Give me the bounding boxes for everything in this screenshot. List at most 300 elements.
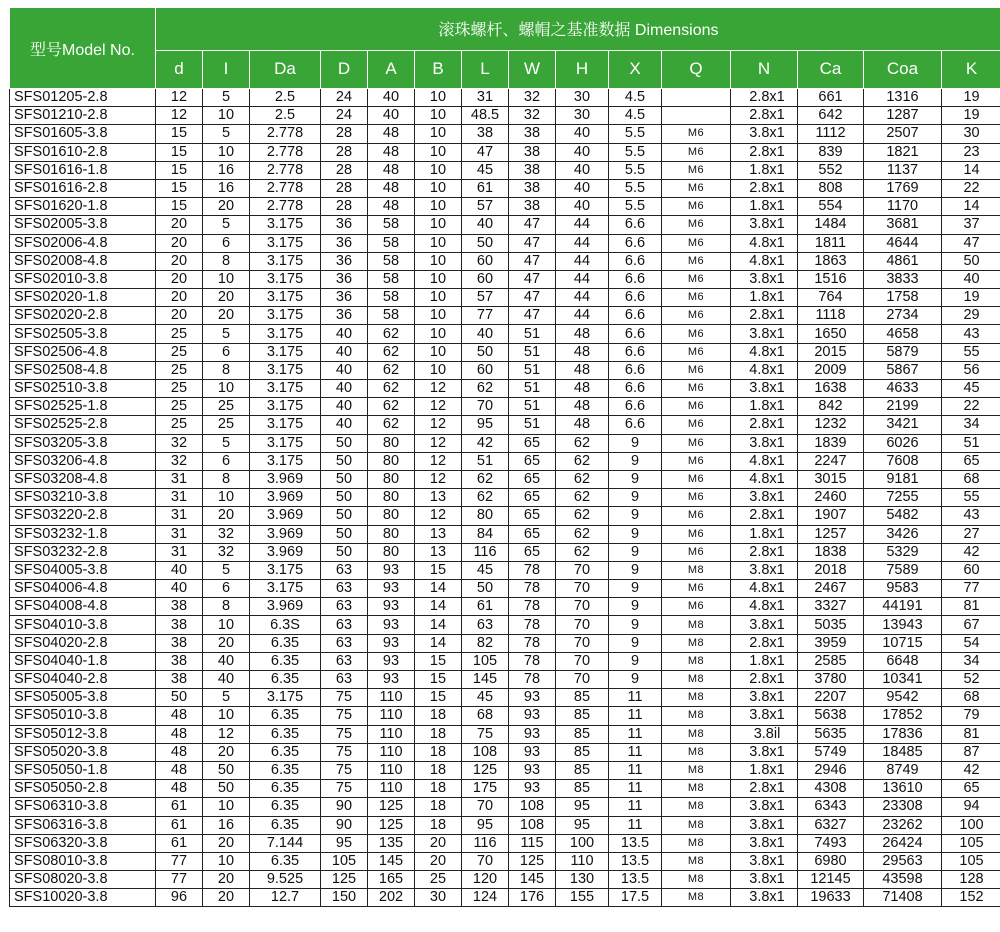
cell-w: 38 (509, 198, 556, 216)
cell-coa: 4861 (864, 252, 942, 270)
cell-b: 18 (415, 743, 462, 761)
cell-d: 40 (156, 580, 203, 598)
cell-l: 145 (462, 671, 509, 689)
cell-w: 65 (509, 452, 556, 470)
cell-coa: 4644 (864, 234, 942, 252)
cell-i: 5 (203, 89, 250, 107)
cell-l: 75 (462, 725, 509, 743)
table-row (10, 507, 1000, 525)
cell-b: 15 (415, 671, 462, 689)
cell-d-outer: 50 (321, 507, 368, 525)
cell-b: 10 (415, 216, 462, 234)
cell-da: 9.525 (250, 871, 321, 889)
cell-x: 9 (609, 671, 662, 689)
cell-h: 30 (556, 89, 609, 107)
cell-model: SFS02525-2.8 (10, 416, 156, 434)
cell-i: 16 (203, 179, 250, 197)
cell-x: 9 (609, 489, 662, 507)
cell-w: 38 (509, 125, 556, 143)
cell-k: 14 (942, 161, 1000, 179)
cell-l: 57 (462, 289, 509, 307)
cell-b: 10 (415, 343, 462, 361)
cell-l: 62 (462, 470, 509, 488)
cell-model: SFS04008-4.8 (10, 598, 156, 616)
cell-a: 62 (368, 416, 415, 434)
cell-i: 40 (203, 652, 250, 670)
cell-da: 3.969 (250, 598, 321, 616)
cell-d: 48 (156, 743, 203, 761)
cell-k: 87 (942, 743, 1000, 761)
cell-d-outer: 28 (321, 125, 368, 143)
cell-b: 15 (415, 561, 462, 579)
cell-l: 60 (462, 252, 509, 270)
cell-n: 1.8x1 (731, 198, 798, 216)
column-header-n: N (731, 50, 798, 88)
cell-x: 6.6 (609, 325, 662, 343)
cell-a: 110 (368, 689, 415, 707)
cell-da: 2.778 (250, 125, 321, 143)
cell-model: SFS05050-2.8 (10, 780, 156, 798)
cell-n: 3.8x1 (731, 707, 798, 725)
cell-x: 5.5 (609, 198, 662, 216)
cell-coa: 23308 (864, 798, 942, 816)
cell-x: 13.5 (609, 871, 662, 889)
cell-coa: 2507 (864, 125, 942, 143)
cell-w: 32 (509, 107, 556, 125)
cell-a: 48 (368, 161, 415, 179)
cell-coa: 1769 (864, 179, 942, 197)
cell-b: 12 (415, 380, 462, 398)
cell-i: 10 (203, 852, 250, 870)
cell-i: 12 (203, 725, 250, 743)
cell-q: M8 (662, 871, 731, 889)
cell-ca: 1118 (798, 307, 864, 325)
cell-coa: 4658 (864, 325, 942, 343)
cell-n: 2.8x1 (731, 543, 798, 561)
cell-x: 11 (609, 761, 662, 779)
cell-w: 93 (509, 780, 556, 798)
cell-d: 32 (156, 434, 203, 452)
cell-w: 38 (509, 179, 556, 197)
cell-q: M8 (662, 671, 731, 689)
cell-a: 93 (368, 616, 415, 634)
cell-l: 45 (462, 561, 509, 579)
cell-x: 11 (609, 816, 662, 834)
cell-n: 2.8x1 (731, 143, 798, 161)
cell-da: 7.144 (250, 834, 321, 852)
cell-da: 3.175 (250, 434, 321, 452)
cell-n: 3.8x1 (731, 561, 798, 579)
cell-a: 80 (368, 525, 415, 543)
cell-coa: 43598 (864, 871, 942, 889)
column-header-b: B (415, 50, 462, 88)
cell-d-outer: 125 (321, 871, 368, 889)
table-row (10, 289, 1000, 307)
cell-h: 110 (556, 852, 609, 870)
cell-b: 20 (415, 834, 462, 852)
cell-i: 5 (203, 125, 250, 143)
cell-a: 202 (368, 889, 415, 907)
cell-d: 15 (156, 125, 203, 143)
cell-coa: 5329 (864, 543, 942, 561)
cell-b: 18 (415, 798, 462, 816)
cell-k: 52 (942, 671, 1000, 689)
cell-b: 18 (415, 707, 462, 725)
cell-n: 2.8x1 (731, 107, 798, 125)
cell-l: 50 (462, 234, 509, 252)
cell-n: 3.8x1 (731, 489, 798, 507)
cell-model: SFS01605-3.8 (10, 125, 156, 143)
column-header-q: Q (662, 50, 731, 88)
cell-q: M6 (662, 161, 731, 179)
cell-a: 48 (368, 179, 415, 197)
table-row (10, 671, 1000, 689)
cell-k: 152 (942, 889, 1000, 907)
cell-a: 80 (368, 470, 415, 488)
column-header-k: K (942, 50, 1000, 88)
cell-w: 65 (509, 470, 556, 488)
cell-d-outer: 63 (321, 561, 368, 579)
cell-coa: 6026 (864, 434, 942, 452)
cell-q: M6 (662, 125, 731, 143)
cell-ca: 1650 (798, 325, 864, 343)
cell-h: 48 (556, 416, 609, 434)
cell-b: 13 (415, 489, 462, 507)
cell-da: 2.778 (250, 161, 321, 179)
table-row (10, 761, 1000, 779)
cell-da: 3.969 (250, 470, 321, 488)
cell-q: M6 (662, 198, 731, 216)
cell-n: 2.8x1 (731, 179, 798, 197)
cell-model: SFS03206-4.8 (10, 452, 156, 470)
cell-l: 105 (462, 652, 509, 670)
cell-i: 40 (203, 671, 250, 689)
cell-i: 25 (203, 398, 250, 416)
cell-b: 10 (415, 361, 462, 379)
cell-model: SFS04040-2.8 (10, 671, 156, 689)
table-row (10, 689, 1000, 707)
cell-model: SFS04040-1.8 (10, 652, 156, 670)
cell-i: 10 (203, 798, 250, 816)
dimensions-group-header: 滚珠螺杆、螺帽之基准数据 Dimensions (156, 8, 1000, 51)
cell-ca: 6327 (798, 816, 864, 834)
cell-x: 6.6 (609, 416, 662, 434)
cell-x: 6.6 (609, 361, 662, 379)
cell-b: 12 (415, 398, 462, 416)
cell-coa: 8749 (864, 761, 942, 779)
cell-h: 48 (556, 380, 609, 398)
cell-i: 10 (203, 380, 250, 398)
cell-x: 11 (609, 743, 662, 761)
cell-x: 9 (609, 561, 662, 579)
cell-b: 10 (415, 234, 462, 252)
cell-model: SFS03220-2.8 (10, 507, 156, 525)
cell-coa: 5867 (864, 361, 942, 379)
cell-l: 47 (462, 143, 509, 161)
cell-n: 1.8x1 (731, 761, 798, 779)
cell-q: M6 (662, 343, 731, 361)
cell-w: 108 (509, 798, 556, 816)
cell-b: 10 (415, 179, 462, 197)
cell-a: 110 (368, 743, 415, 761)
cell-d: 31 (156, 525, 203, 543)
cell-model: SFS01616-2.8 (10, 179, 156, 197)
cell-model: SFS05010-3.8 (10, 707, 156, 725)
cell-l: 45 (462, 689, 509, 707)
cell-a: 48 (368, 198, 415, 216)
cell-b: 13 (415, 543, 462, 561)
cell-l: 62 (462, 380, 509, 398)
cell-q: M6 (662, 398, 731, 416)
cell-model: SFS03205-3.8 (10, 434, 156, 452)
cell-l: 63 (462, 616, 509, 634)
cell-coa: 17852 (864, 707, 942, 725)
table-row (10, 452, 1000, 470)
cell-q: M8 (662, 852, 731, 870)
cell-d-outer: 28 (321, 179, 368, 197)
cell-i: 32 (203, 525, 250, 543)
cell-h: 85 (556, 761, 609, 779)
cell-coa: 29563 (864, 852, 942, 870)
cell-w: 65 (509, 489, 556, 507)
cell-x: 9 (609, 434, 662, 452)
cell-i: 20 (203, 507, 250, 525)
cell-h: 40 (556, 143, 609, 161)
cell-da: 3.969 (250, 525, 321, 543)
cell-ca: 5749 (798, 743, 864, 761)
cell-q: M6 (662, 580, 731, 598)
cell-a: 48 (368, 143, 415, 161)
cell-h: 155 (556, 889, 609, 907)
cell-d: 12 (156, 89, 203, 107)
cell-d: 77 (156, 852, 203, 870)
cell-w: 65 (509, 543, 556, 561)
cell-d: 31 (156, 507, 203, 525)
cell-coa: 13610 (864, 780, 942, 798)
cell-h: 48 (556, 361, 609, 379)
table-row (10, 107, 1000, 125)
cell-d-outer: 40 (321, 380, 368, 398)
cell-q: M8 (662, 816, 731, 834)
cell-model: SFS02010-3.8 (10, 270, 156, 288)
cell-d: 20 (156, 234, 203, 252)
cell-w: 47 (509, 216, 556, 234)
cell-k: 30 (942, 125, 1000, 143)
cell-n: 3.8x1 (731, 216, 798, 234)
cell-w: 108 (509, 816, 556, 834)
column-header-d: d (156, 50, 203, 88)
cell-x: 11 (609, 798, 662, 816)
cell-l: 175 (462, 780, 509, 798)
cell-k: 67 (942, 616, 1000, 634)
cell-a: 110 (368, 761, 415, 779)
cell-k: 55 (942, 489, 1000, 507)
cell-n: 3.8il (731, 725, 798, 743)
cell-d-outer: 36 (321, 289, 368, 307)
cell-k: 94 (942, 798, 1000, 816)
cell-ca: 842 (798, 398, 864, 416)
cell-l: 125 (462, 761, 509, 779)
cell-q: M6 (662, 489, 731, 507)
cell-w: 65 (509, 434, 556, 452)
cell-x: 9 (609, 543, 662, 561)
table-row (10, 616, 1000, 634)
cell-model: SFS01616-1.8 (10, 161, 156, 179)
table-row (10, 179, 1000, 197)
cell-da: 2.778 (250, 179, 321, 197)
cell-q: M6 (662, 507, 731, 525)
cell-l: 77 (462, 307, 509, 325)
cell-h: 70 (556, 616, 609, 634)
cell-h: 85 (556, 689, 609, 707)
cell-k: 55 (942, 343, 1000, 361)
table-row (10, 143, 1000, 161)
cell-model: SFS03208-4.8 (10, 470, 156, 488)
cell-x: 11 (609, 707, 662, 725)
cell-d-outer: 24 (321, 107, 368, 125)
cell-w: 51 (509, 343, 556, 361)
cell-w: 51 (509, 361, 556, 379)
dimensions-table (9, 7, 1000, 907)
cell-h: 48 (556, 398, 609, 416)
cell-d-outer: 40 (321, 343, 368, 361)
cell-k: 45 (942, 380, 1000, 398)
table-row (10, 871, 1000, 889)
cell-a: 93 (368, 671, 415, 689)
cell-h: 62 (556, 470, 609, 488)
cell-da: 6.35 (250, 852, 321, 870)
cell-l: 31 (462, 89, 509, 107)
cell-d: 20 (156, 252, 203, 270)
cell-d-outer: 28 (321, 161, 368, 179)
cell-w: 78 (509, 598, 556, 616)
cell-x: 9 (609, 652, 662, 670)
cell-q: M8 (662, 616, 731, 634)
cell-n: 1.8x1 (731, 398, 798, 416)
cell-d-outer: 40 (321, 361, 368, 379)
cell-h: 62 (556, 452, 609, 470)
cell-model: SFS03232-2.8 (10, 543, 156, 561)
cell-b: 10 (415, 270, 462, 288)
cell-w: 78 (509, 616, 556, 634)
cell-w: 51 (509, 398, 556, 416)
cell-a: 62 (368, 325, 415, 343)
cell-coa: 1821 (864, 143, 942, 161)
cell-ca: 1257 (798, 525, 864, 543)
cell-x: 9 (609, 507, 662, 525)
table-row (10, 398, 1000, 416)
cell-x: 6.6 (609, 216, 662, 234)
column-header-a: A (368, 50, 415, 88)
cell-coa: 23262 (864, 816, 942, 834)
cell-model: SFS06310-3.8 (10, 798, 156, 816)
cell-w: 93 (509, 743, 556, 761)
cell-model: SFS02510-3.8 (10, 380, 156, 398)
table-row (10, 216, 1000, 234)
cell-h: 95 (556, 798, 609, 816)
cell-da: 3.175 (250, 580, 321, 598)
cell-coa: 2199 (864, 398, 942, 416)
cell-coa: 9181 (864, 470, 942, 488)
cell-n: 2.8x1 (731, 780, 798, 798)
cell-ca: 4308 (798, 780, 864, 798)
cell-ca: 2009 (798, 361, 864, 379)
table-row (10, 834, 1000, 852)
cell-w: 51 (509, 380, 556, 398)
cell-i: 5 (203, 689, 250, 707)
cell-w: 93 (509, 761, 556, 779)
cell-d: 77 (156, 871, 203, 889)
table-body (10, 89, 1000, 907)
cell-l: 116 (462, 834, 509, 852)
cell-da: 3.175 (250, 361, 321, 379)
cell-k: 79 (942, 707, 1000, 725)
cell-h: 130 (556, 871, 609, 889)
cell-model: SFS04005-3.8 (10, 561, 156, 579)
cell-d-outer: 36 (321, 252, 368, 270)
cell-i: 20 (203, 871, 250, 889)
cell-x: 6.6 (609, 343, 662, 361)
cell-x: 11 (609, 780, 662, 798)
cell-a: 135 (368, 834, 415, 852)
cell-b: 30 (415, 889, 462, 907)
table-row (10, 798, 1000, 816)
cell-n: 3.8x1 (731, 816, 798, 834)
cell-b: 14 (415, 616, 462, 634)
cell-ca: 2015 (798, 343, 864, 361)
cell-d: 48 (156, 725, 203, 743)
cell-coa: 1137 (864, 161, 942, 179)
cell-x: 5.5 (609, 143, 662, 161)
cell-q: M6 (662, 307, 731, 325)
cell-model: SFS05020-3.8 (10, 743, 156, 761)
cell-q: M6 (662, 434, 731, 452)
cell-k: 29 (942, 307, 1000, 325)
cell-b: 14 (415, 598, 462, 616)
cell-k: 105 (942, 834, 1000, 852)
cell-a: 80 (368, 452, 415, 470)
cell-n: 3.8x1 (731, 380, 798, 398)
cell-l: 60 (462, 361, 509, 379)
cell-b: 10 (415, 161, 462, 179)
cell-q: M6 (662, 452, 731, 470)
cell-q: M8 (662, 743, 731, 761)
cell-k: 27 (942, 525, 1000, 543)
cell-q: M8 (662, 780, 731, 798)
cell-l: 116 (462, 543, 509, 561)
cell-d: 38 (156, 598, 203, 616)
table-row (10, 434, 1000, 452)
cell-a: 80 (368, 543, 415, 561)
cell-i: 6 (203, 343, 250, 361)
cell-d-outer: 63 (321, 616, 368, 634)
table-row (10, 470, 1000, 488)
cell-h: 100 (556, 834, 609, 852)
cell-a: 58 (368, 252, 415, 270)
cell-d-outer: 63 (321, 652, 368, 670)
cell-d: 38 (156, 652, 203, 670)
cell-da: 3.175 (250, 325, 321, 343)
cell-d: 15 (156, 161, 203, 179)
cell-n: 3.8x1 (731, 434, 798, 452)
cell-w: 115 (509, 834, 556, 852)
cell-ca: 1839 (798, 434, 864, 452)
cell-h: 62 (556, 507, 609, 525)
cell-ca: 642 (798, 107, 864, 125)
cell-ca: 12145 (798, 871, 864, 889)
cell-d: 38 (156, 634, 203, 652)
cell-x: 5.5 (609, 161, 662, 179)
